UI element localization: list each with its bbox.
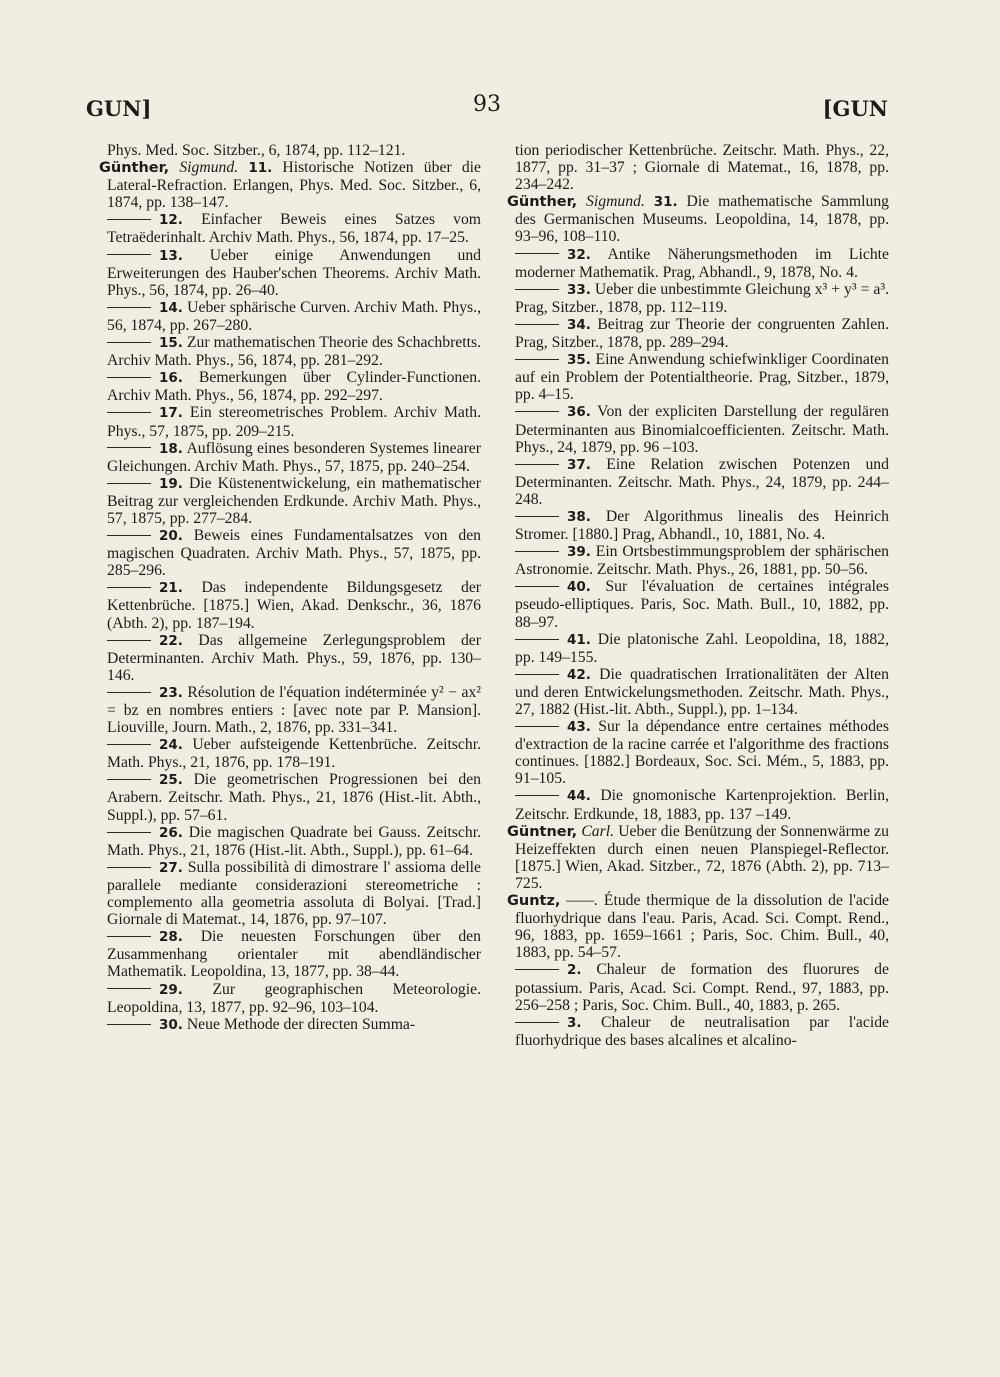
bibliography-entry [515, 718, 889, 787]
bibliography-entry [107, 440, 481, 475]
entry-text: Sur l'évaluation de certaines intégrales pseudo-elliptiques. Paris, Soc. Math. Bull., 10, 1882, pp. 88–97. [515, 578, 889, 631]
entry-number: 42. [567, 666, 591, 683]
entry-number: 34. [567, 316, 591, 333]
author-firstname: Carl. [581, 822, 615, 840]
entry-number: 15. [159, 335, 183, 352]
entry-number: 37. [567, 456, 591, 473]
bibliography-entry [515, 403, 889, 455]
entry-text: Zur geographischen Meteorologie. Leopoldina, 13, 1877, pp. 92–96, 103–104. [107, 980, 481, 1016]
entry-number: 21. [159, 580, 183, 597]
header-left-guide: GUN] [86, 96, 152, 121]
entry-text: Beitrag zur Theorie der congruenten Zahlen. Prag, Sitzber., 1878, pp. 289–294. [515, 315, 889, 352]
ditto-rule [107, 779, 151, 780]
bibliography-entry [515, 142, 889, 193]
author-name: Güntner, [507, 823, 578, 840]
bibliography-entry [515, 631, 889, 666]
entry-text: Die Küstenentwickelung, ein mathematischer Beitrag zur vergleichenden Erdkunde. Archiv Math. Phys., 57, 1875, pp. 277–284. [107, 474, 481, 527]
entry-text: Chaleur de neutralisation par l'acide fluorhydrique des bases alcalines et alcalino- [515, 1013, 889, 1049]
ditto-rule [515, 586, 559, 587]
entry-text: Antike Näherungsmethoden im Lichte moderner Mathematik. Prag, Abhandl., 9, 1878, No. 4. [515, 245, 889, 281]
ditto-rule [107, 1024, 151, 1025]
entry-text: Sur la dépendance entre certaines méthodes d'extraction de la racine carrée et l'algorithme des fractions continues. [1882.] Bordeaux, Soc. Sci. Mém., 5, 1883, pp. 91–105. [515, 718, 890, 788]
ditto-rule [515, 969, 559, 970]
bibliography-entry [515, 246, 889, 281]
entry-number: 20. [159, 528, 183, 545]
entry-text: Die gnomonische Kartenprojektion. Berlin, Zeitschr. Erdkunde, 18, 1883, pp. 137 –149. [515, 787, 889, 823]
entry-number: 18. [159, 440, 183, 457]
right-column [507, 142, 890, 1049]
entry-text: Die neuesten Forschungen über den Zusammenhang orientaler mit abendländischer Mathematik. Leopoldina, 13, 1877, pp. 38–44. [107, 928, 481, 981]
entry-number: 19. [159, 475, 183, 492]
entry-number: 38. [567, 508, 591, 525]
entry-number: 27. [159, 859, 183, 876]
ditto-rule [107, 483, 151, 484]
entry-text: Ueber die unbestimmte Gleichung x³ + y³ = a³. Prag, Sitzber., 1878, pp. 112–119. [515, 280, 889, 316]
bibliography-entry [107, 247, 481, 299]
author-firstname: Sigmund. [179, 159, 239, 177]
bibliography-entry [515, 543, 889, 578]
entry-text: Auflösung eines besonderen Systemes linearer Gleichungen. Archiv Math. Phys., 57, 1875, pp. 240–254. [107, 439, 481, 475]
bibliography-entry [99, 159, 482, 212]
ditto-rule [107, 447, 151, 448]
ditto-rule [515, 359, 559, 360]
bibliography-entry [507, 892, 890, 962]
entry-number: 35. [567, 352, 591, 369]
entry-text: Neue Methode der directen Summa- [186, 1015, 416, 1033]
ditto-rule [515, 726, 559, 727]
entry-number: 40. [567, 579, 591, 596]
bibliography-entry [515, 316, 889, 351]
bibliography-entry [107, 211, 481, 246]
ditto-rule [515, 1022, 559, 1023]
author-name: Günther, [99, 160, 170, 177]
bibliography-entry [515, 508, 889, 543]
bibliography-entry [107, 142, 481, 159]
entry-number: 23. [159, 684, 183, 701]
entry-number: 41. [567, 631, 591, 648]
ditto-rule [107, 412, 151, 413]
bibliography-entry [515, 351, 889, 403]
bibliography-entry [107, 928, 481, 980]
entry-text: Die mathematische Sammlung des Germanischen Museums. Leopoldina, 14, 1878, pp. 93–96, 108–110. [515, 193, 890, 246]
bibliography-entry [107, 475, 481, 527]
bibliography-entry [107, 859, 481, 928]
bibliography-entry [107, 334, 481, 369]
ditto-rule [515, 639, 559, 640]
entry-number: 14. [159, 299, 183, 316]
entry-number: 30. [159, 1016, 183, 1033]
entry-number: 33. [567, 281, 591, 298]
bibliography-entry [515, 666, 889, 718]
entry-number: 36. [567, 404, 591, 421]
entry-text: Die platonische Zahl. Leopoldina, 18, 1882, pp. 149–155. [515, 630, 889, 666]
ditto-rule [107, 692, 151, 693]
bibliography-entry [107, 824, 481, 859]
bibliography-entry [107, 1016, 481, 1034]
entry-number: 32. [567, 246, 591, 263]
ditto-rule [107, 744, 151, 745]
bibliography-entry [515, 281, 889, 316]
ditto-rule [107, 254, 151, 255]
ditto-rule [515, 253, 559, 254]
entry-text: Die quadratischen Irrationalitäten der Alten und deren Entwickelungsmethoden. Zeitschr. Math. Phys., 27, 1882 (Hist.-lit. Abth., Suppl.), pp. 1–134. [515, 665, 889, 718]
bibliography-entry [107, 404, 481, 439]
entry-number: 44. [567, 788, 591, 805]
entry-number: 3. [567, 1014, 582, 1031]
ditto-rule [515, 464, 559, 465]
ditto-rule [515, 674, 559, 675]
entry-text: Sulla possibilità di dimostrare l' assioma delle parallele mediante considerazioni stereometriche : complemento alla geometria assoluta di Bolyai. [Trad.] Giornale di Matemat., 14, 1876, pp. 97–107. [107, 858, 482, 929]
bibliography-entry [515, 456, 889, 508]
bibliography-entry [515, 961, 889, 1013]
bibliography-entry [107, 736, 481, 771]
entry-number: 25. [159, 772, 183, 789]
ditto-rule [515, 516, 559, 517]
entry-number: 22. [159, 632, 183, 649]
ditto-rule [515, 289, 559, 290]
author-firstname: ——. [566, 892, 599, 910]
entry-number: 13. [159, 247, 183, 264]
entry-number: 26. [159, 824, 183, 841]
ditto-rule [515, 411, 559, 412]
entry-text: Die geometrischen Progressionen bei den Arabern. Zeitschr. Math. Phys., 21, 1876 (Hist.-lit. Abth., Suppl.), pp. 57–61. [107, 771, 482, 824]
bibliography-entry [515, 787, 889, 822]
entry-number: 28. [159, 929, 183, 946]
entry-text: Eine Anwendung schiefwinkliger Coordinaten auf ein Problem der Potentialtheorie. Prag, Sitzber., 1879, pp. 4–15. [515, 351, 889, 404]
entry-number: 16. [159, 370, 183, 387]
entry-text: Ueber aufsteigende Kettenbrüche. Zeitschr. Math. Phys., 21, 1876, pp. 178–191. [107, 736, 482, 772]
ditto-rule [107, 867, 151, 868]
entry-text: Das independente Bildungsgesetz der Kettenbrüche. [1875.] Wien, Akad. Denkschr., 36, 1876 (Abth. 2), pp. 187–194. [107, 579, 482, 632]
bibliography-entry [515, 1014, 889, 1049]
ditto-rule [107, 936, 151, 937]
ditto-rule [107, 988, 151, 989]
bibliography-entry [107, 981, 481, 1016]
bibliography-entry [107, 632, 481, 684]
entry-text: tion periodischer Kettenbrüche. Zeitschr. Math. Phys., 22, 1877, pp. 31–37 ; Giornale di Matemat., 16, 1878, pp. 234–242. [515, 142, 889, 194]
entry-number: 17. [159, 405, 183, 422]
header-right-guide: [GUN [822, 96, 888, 121]
entry-number: 39. [567, 544, 591, 561]
entry-text: Résolution de l'équation indéterminée y² − ax² = bz en nombres entiers : [avec note par P. Mansion]. Liouville, Journ. Math., 2, 1876, pp. 331–341. [107, 683, 482, 737]
author-name: Guntz, [507, 893, 561, 910]
entry-number: 12. [159, 212, 183, 229]
entry-text: Beweis eines Fundamentalsatzes von den magischen Quadraten. Archiv Math. Phys., 57, 1875, pp. 285–296. [107, 527, 481, 580]
entry-number: 11. [248, 160, 273, 177]
entry-text: Bemerkungen über Cylinder-Functionen. Archiv Math. Phys., 56, 1874, pp. 292–297. [107, 369, 481, 405]
entry-text: Die magischen Quadrate bei Gauss. Zeitschr. Math. Phys., 21, 1876 (Hist.-lit. Abth., Suppl.), pp. 61–64. [107, 823, 481, 859]
entry-text: Ein Ortsbestimmungsproblem der sphärischen Astronomie. Zeitschr. Math. Phys., 26, 1881, pp. 50–56. [515, 543, 889, 579]
bibliography-entry [107, 579, 481, 631]
entry-text: Chaleur de formation des fluorures de potassium. Paris, Acad. Sci. Compt. Rend., 97, 1883, pp. 256–258 ; Paris, Soc. Chim. Bull., 40, 1883, p. 265. [515, 961, 889, 1014]
entry-text: Zur mathematischen Theorie des Schachbretts. Archiv Math. Phys., 56, 1874, pp. 281–292. [107, 334, 482, 370]
bibliography-entry [507, 822, 889, 892]
entry-number: 43. [567, 719, 591, 736]
ditto-rule [515, 324, 559, 325]
bibliography-entry [107, 369, 481, 404]
entry-number: 31. [653, 194, 678, 211]
ditto-rule [515, 795, 559, 796]
bibliography-entry [515, 578, 889, 630]
entry-text: Das allgemeine Zerlegungsproblem der Determinanten. Archiv Math. Phys., 59, 1876, pp. 130–146. [107, 631, 481, 684]
entry-number: 24. [159, 737, 183, 754]
ditto-rule [107, 219, 151, 220]
entry-text: Eine Relation zwischen Potenzen und Determinanten. Zeitschr. Math. Phys., 24, 1879, pp. 244–248. [515, 455, 889, 508]
bibliography-entry [107, 299, 481, 334]
ditto-rule [515, 551, 559, 552]
entry-text: Ein stereometrisches Problem. Archiv Math. Phys., 57, 1875, pp. 209–215. [107, 404, 482, 440]
running-header [86, 92, 888, 128]
entry-text: Historische Notizen über die Lateral-Refraction. Erlangen, Phys. Med. Soc. Sitzber., 6, 1874, pp. 138–147. [107, 159, 482, 212]
entry-text: Der Algorithmus linealis des Heinrich Stromer. [1880.] Prag, Abhandl., 10, 1881, No. 4. [515, 507, 889, 544]
bibliography-entry [107, 684, 481, 736]
entry-text: Von der expliciten Darstellung der regulären Determinanten aus Binomialcoefficienten. Zeitschr. Math. Phys., 24, 1879, pp. 96 –103. [515, 403, 890, 456]
entry-text: Ueber einige Anwendungen und Erweiterungen des Hauber'schen Theorems. Archiv Math. Phys., 56, 1874, pp. 26–40. [107, 246, 482, 299]
entry-text: Ueber sphärische Curven. Archiv Math. Phys., 56, 1874, pp. 267–280. [107, 298, 482, 334]
ditto-rule [107, 377, 151, 378]
entry-text: Phys. Med. Soc. Sitzber., 6, 1874, pp. 112–121. [107, 142, 406, 159]
page-number: 93 [473, 92, 501, 117]
ditto-rule [107, 640, 151, 641]
entry-number: 2. [567, 962, 582, 979]
ditto-rule [107, 832, 151, 833]
ditto-rule [107, 307, 151, 308]
author-firstname: Sigmund. [586, 193, 645, 211]
ditto-rule [107, 342, 151, 343]
author-name: Günther, [507, 194, 578, 211]
ditto-rule [107, 535, 151, 536]
bibliography-entry [107, 527, 481, 579]
left-column [99, 142, 482, 1034]
bibliography-entry [107, 771, 481, 823]
entry-text: Einfacher Beweis eines Satzes vom Tetraëderinhalt. Archiv Math. Phys., 56, 1874, pp. 17–25. [107, 211, 481, 247]
entry-number: 29. [159, 981, 183, 998]
bibliography-entry [507, 193, 890, 246]
entry-text: Ueber die Benützung der Sonnenwärme zu Heizeffekten durch einen neuen Planspiegel-Reflector. [1875.] Wien, Akad. Sitzber., 72, 1876 (Abth. 2), pp. 713–725. [515, 822, 889, 892]
entry-text: Étude thermique de la dissolution de l'acide fluorhydrique dans l'eau. Paris, Acad. Sci. Compt. Rend., 96, 1883, pp. 1659–1661 ; Paris, Soc. Chim. Bull., 40, 1883, pp. 54–57. [515, 892, 890, 962]
ditto-rule [107, 587, 151, 588]
